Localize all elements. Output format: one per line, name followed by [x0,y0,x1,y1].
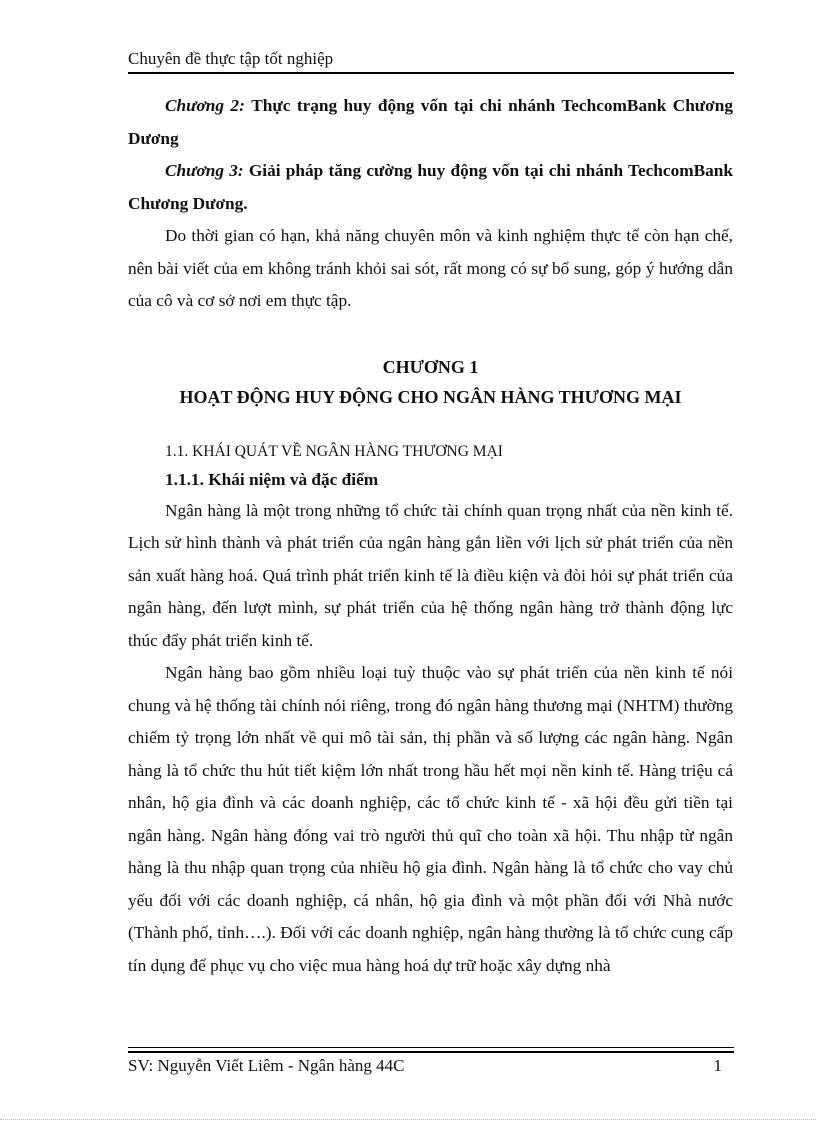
footer-rule-thin [128,1047,734,1048]
chapter2-title: Thực trạng huy động vốn tại chi nhánh TechcomBank Chương Dương [128,96,733,148]
chapter2-label: Chương 2: [165,96,245,115]
header-rule [128,72,734,74]
chapter3-label: Chương 3: [165,161,244,180]
page-body [128,90,733,982]
chapter-number: CHƯƠNG 1 [382,356,479,377]
subsection-heading: 1.1.1. Khái niệm và đặc điểm [165,469,379,489]
page-number: 1 [713,1056,722,1075]
body-paragraph-2: Ngân hàng bao gồm nhiều loại tuỳ thuộc vào sự phát triển của nền kinh tế nói chung và hệ thống tài chính nói riêng, trong đó ngân hàng thương mại (NHTM) thường chiếm tỷ trọng lớn nhất về qui mô tài sản, thị phần và số lượng các ngân hàng. Ngân hàng là tổ chức thu hút tiết kiệm lớn nhất trong hầu hết mọi nền kinh tế. Hàng triệu cá nhân, hộ gia đình và các doanh nghiệp, các tổ chức kinh tế - xã hội đều gửi tiền tại ngân hàng. Ngân hàng đóng vai trò người thủ quĩ cho toàn xã hội. Thu nhập từ ngân hàng là thu nhập quan trọng của nhiều hộ gia đình. Ngân hàng là tổ chức cho vay chủ yếu đối với các doanh nghiệp, cá nhân, hộ gia đình và một phần đối với Nhà nước (Thành phố, tỉnh….). Đối với các doanh nghiệp, ngân hàng thường là tổ chức cung cấp tín dụng để phục vụ cho việc mua hàng hoá dự trữ hoặc xây dựng nhà [128,663,733,975]
intro-paragraph: Do thời gian có hạn, khả năng chuyên môn và kinh nghiệm thực tế còn hạn chế, nên bài viết của em không tránh khỏi sai sót, rất mong có sự bổ sung, góp ý hướng dẫn của cô và cơ sở nơi em thực tập. [128,226,733,310]
chapter2-outline [128,90,733,155]
chapter3-outline [128,155,733,220]
body-paragraph-1: Ngân hàng là một trong những tổ chức tài chính quan trọng nhất của nền kinh tế. Lịch sử hình thành và phát triển của ngân hàng gắn liền với lịch sử phát triển của nền sản xuất hàng hoá. Quá trình phát triển kinh tế là điều kiện và đòi hỏi sự phát triển của ngân hàng, đến lượt mình, sự phát triển của hệ thống ngân hàng trở thành động lực thúc đẩy phát triển kinh tế. [128,500,733,650]
header-title: Chuyên đề thực tập tốt nghiệp [128,49,334,68]
section-heading: 1.1. KHÁI QUÁT VỀ NGÂN HÀNG THƯƠNG MẠI [165,442,503,460]
page-edge-divider [0,1119,816,1120]
page-header [128,48,734,70]
chapter-title: HOẠT ĐỘNG HUY ĐỘNG CHO NGÂN HÀNG THƯƠNG MẠI [179,386,682,407]
chapter3-title: Giải pháp tăng cường huy động vốn tại chi nhánh TechcomBank Chương Dương. [128,161,733,213]
footer-author: SV: Nguyễn Viết Liêm - Ngân hàng 44C [128,1056,405,1075]
footer-rule-thick [128,1051,734,1053]
